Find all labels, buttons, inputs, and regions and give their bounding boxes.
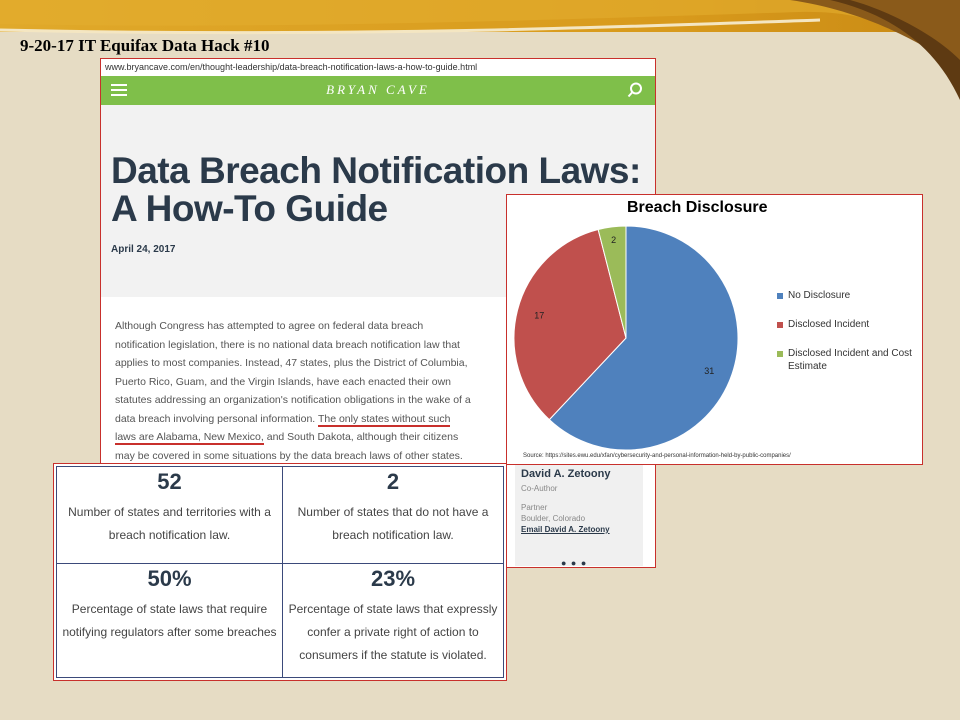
article-headline: Data Breach Notification Laws: A How-To Guide [111,150,641,229]
legend-swatch [777,293,783,299]
legend-swatch [777,322,783,328]
site-logo[interactable]: BRYAN CAVE [326,82,430,97]
pie-data-label: 2 [611,235,617,246]
breach-disclosure-chart [506,194,923,465]
address-bar[interactable]: www.bryancave.com/en/thought-leadership/data-breach-notification-laws-a-how-to-guide.html [101,59,655,76]
stat-cell [282,563,503,677]
stat-value: 2 [386,469,400,494]
article-date: April 24, 2017 [111,244,176,255]
legend-label: No Disclosure [788,290,851,301]
stat-value: 50% [147,566,192,591]
pie-data-label: 31 [704,365,715,376]
author-card [515,462,643,566]
article-body-lead: Although Congress has attempted to agree on federal data breach notification legislation, there is no national data breach notification law that applies to most companies. Instead, 47 states, plus the District of Columbia, Puerto Rico, Guam, and the Virgin Islands, have each enacted their own statutes addressing an organization's notification obligations in the wake of a data breach involving personal information. [115,320,471,425]
legend-item [777,318,922,331]
carousel-dots[interactable]: ● ● ● [561,558,588,568]
stat-description: Percentage of state laws that expressly confer a private right of action to consumers if the statute is violated. [288,602,498,662]
article-body-highlight: The only states without such laws are Alabama, New Mexico, [115,412,451,443]
stat-description: Number of states and territories with a breach notification law. [68,505,271,542]
stat-description: Number of states that do not have a breach notification law. [297,505,489,542]
stat-cell [282,467,503,563]
legend-swatch [777,351,783,357]
stat-value: 23% [370,566,416,591]
chart-title: Breach Disclosure [627,199,768,216]
chart-source: Source: https://sites.ewu.edu/xfan/cybersecurity-and-personal-information-held-by-public-companies/ [523,453,791,459]
pie-data-label: 17 [534,310,545,321]
chart-legend [777,289,922,389]
stats-table [53,463,507,681]
legend-item [777,289,922,302]
author-title: Partner [521,503,548,512]
author-location: Boulder, Colorado [521,514,586,523]
stat-cell [57,467,282,563]
legend-label: Disclosed Incident and Cost Estimate [788,348,912,372]
site-navbar [101,76,655,105]
legend-label: Disclosed Incident [788,319,870,330]
stat-description: Percentage of state laws that require notifying regulators after some breaches [62,602,277,639]
article-body-tail: and South Dakota, although their citizens may be covered in some situations by the data breach laws of other states. [115,431,463,462]
stat-value: 52 [157,469,182,494]
stat-cell [57,563,282,677]
search-icon[interactable] [627,82,643,98]
author-email-link[interactable]: Email David A. Zetoony [521,525,610,534]
article-body [101,297,481,465]
author-role: Co-Author [521,484,558,493]
author-name[interactable]: David A. Zetoony [521,468,611,480]
legend-item [777,347,922,373]
slide-title: 9-20-17 IT Equifax Data Hack #10 [20,36,270,55]
